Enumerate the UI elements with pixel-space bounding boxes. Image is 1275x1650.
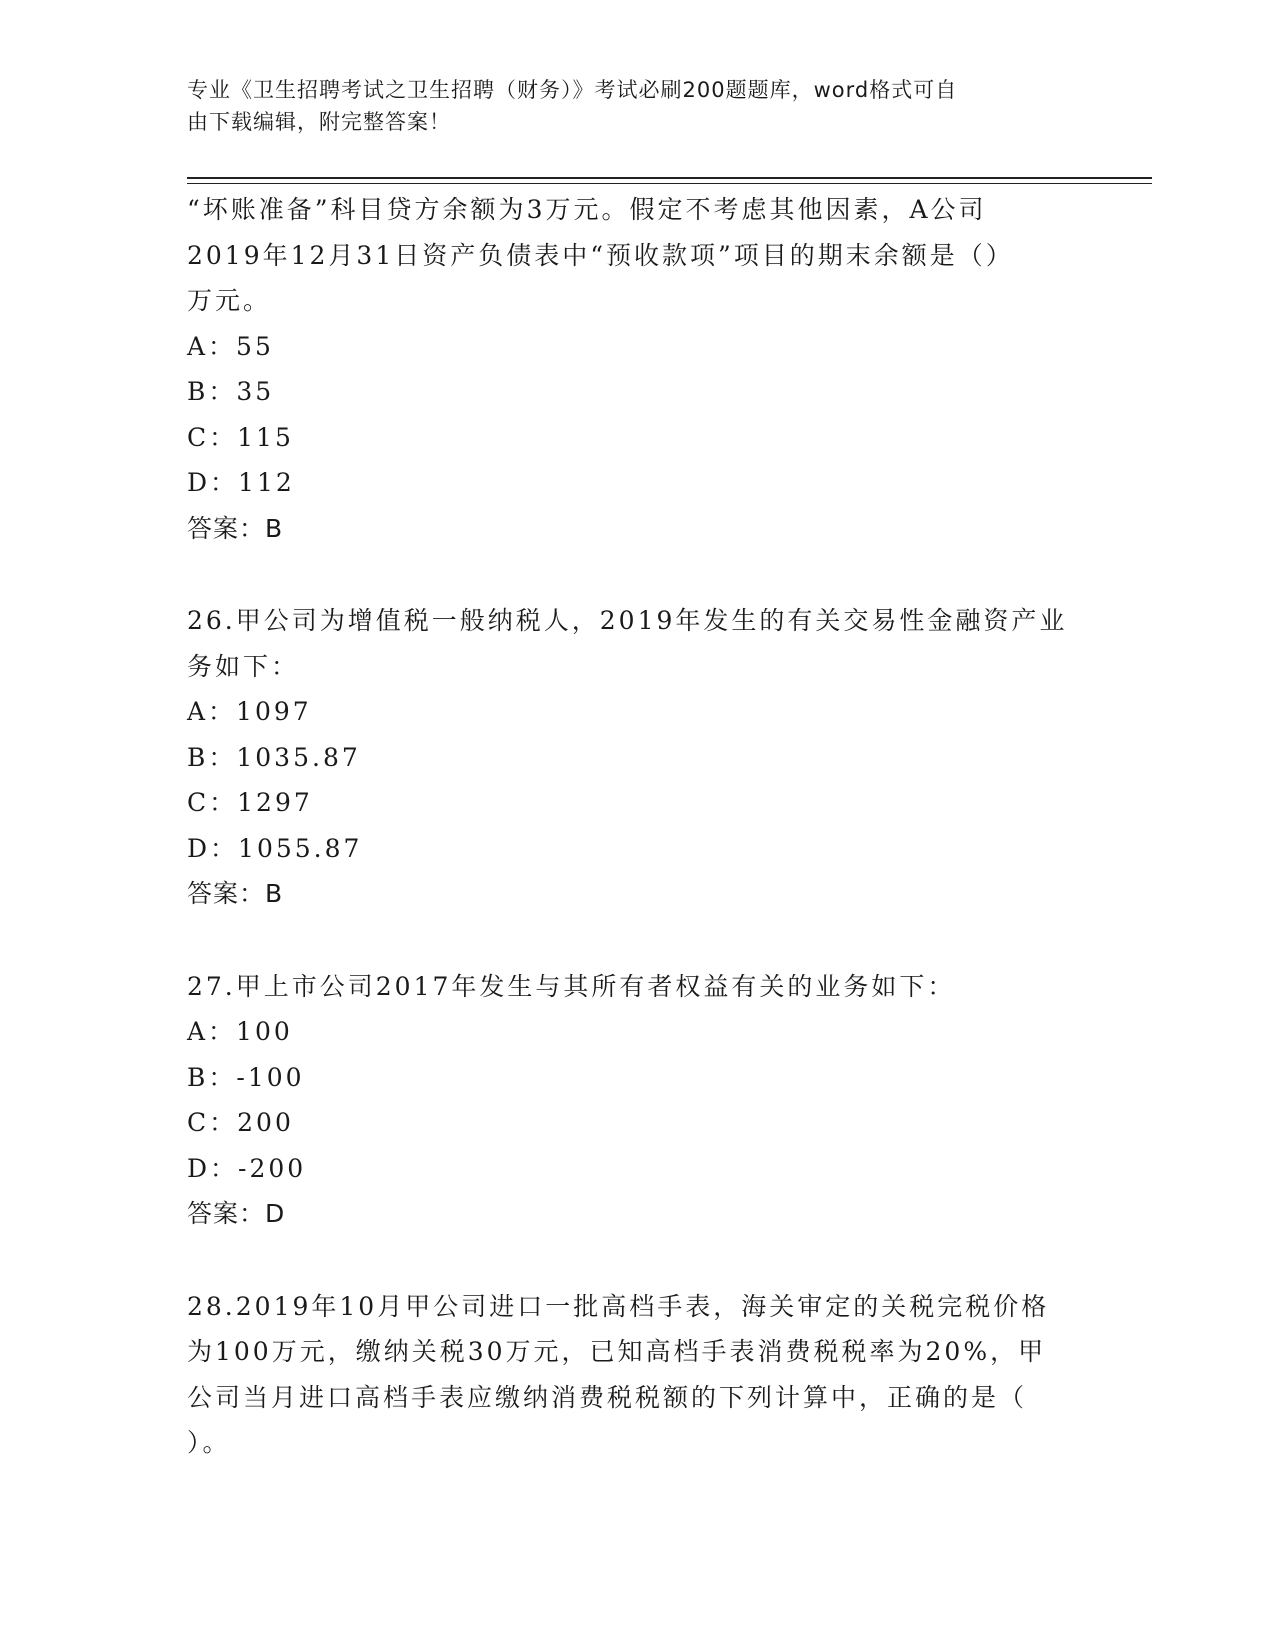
option-b: B：1035.87 [187,742,361,772]
question-text-line: “坏账准备”科目贷方余额为3万元。假定不考虑其他因素，A公司 [187,195,987,224]
answer-line: 答案：B [187,879,284,908]
question-27 [187,964,1087,1237]
spacer [187,1237,1087,1284]
question-list [187,187,1087,1466]
option-c: C：200 [187,1108,294,1137]
spacer [187,551,1087,598]
answer-line: 答案：D [187,1199,286,1228]
option-d: D：112 [187,468,295,497]
question-28 [187,1284,1087,1466]
option-d: D：-200 [187,1153,307,1183]
question-text-line: 26.甲公司为增值税一般纳税人，2019年发生的有关交易性金融资产业 [187,606,1068,635]
question-text-line: 公司当月进口高档手表应缴纳消费税税额的下列计算中，正确的是（ [187,1382,1028,1412]
question-text-line: ）。 [187,1428,231,1457]
answer-line: 答案：B [187,513,284,543]
option-a: A：55 [187,331,274,361]
option-a: A：100 [187,1017,293,1046]
option-c: C：1297 [187,788,313,817]
option-a: A：1097 [187,697,312,726]
question-text-line: 万元。 [187,286,272,315]
question-text-line: 务如下： [187,651,300,681]
header-line-1: 专业《卫生招聘考试之卫生招聘（财务）》考试必刷200题题库，word格式可自 [187,78,958,102]
question-text-line: 2019年12月31日资产负债表中“预收款项”项目的期末余额是（） [187,240,1014,270]
question-26 [187,598,1087,917]
header-divider-thick [187,177,1152,179]
question-text-line: 为100万元，缴纳关税30万元，已知高档手表消费税税率为20%，甲 [187,1337,1047,1366]
question-text-line: 28.2019年10月甲公司进口一批高档手表，海关审定的关税完税价格 [187,1291,1050,1321]
option-d: D：1055.87 [187,833,363,863]
header-divider-thin [187,183,1152,184]
option-b: B：35 [187,377,275,406]
question-text-line: 27.甲上市公司2017年发生与其所有者权益有关的业务如下： [187,971,956,1001]
document-header [187,74,1067,138]
option-c: C：115 [187,422,294,452]
option-b: B：-100 [187,1062,305,1092]
header-line-2: 由下载编辑，附完整答案！ [187,110,451,134]
question-25 [187,187,1087,551]
spacer [187,917,1087,964]
